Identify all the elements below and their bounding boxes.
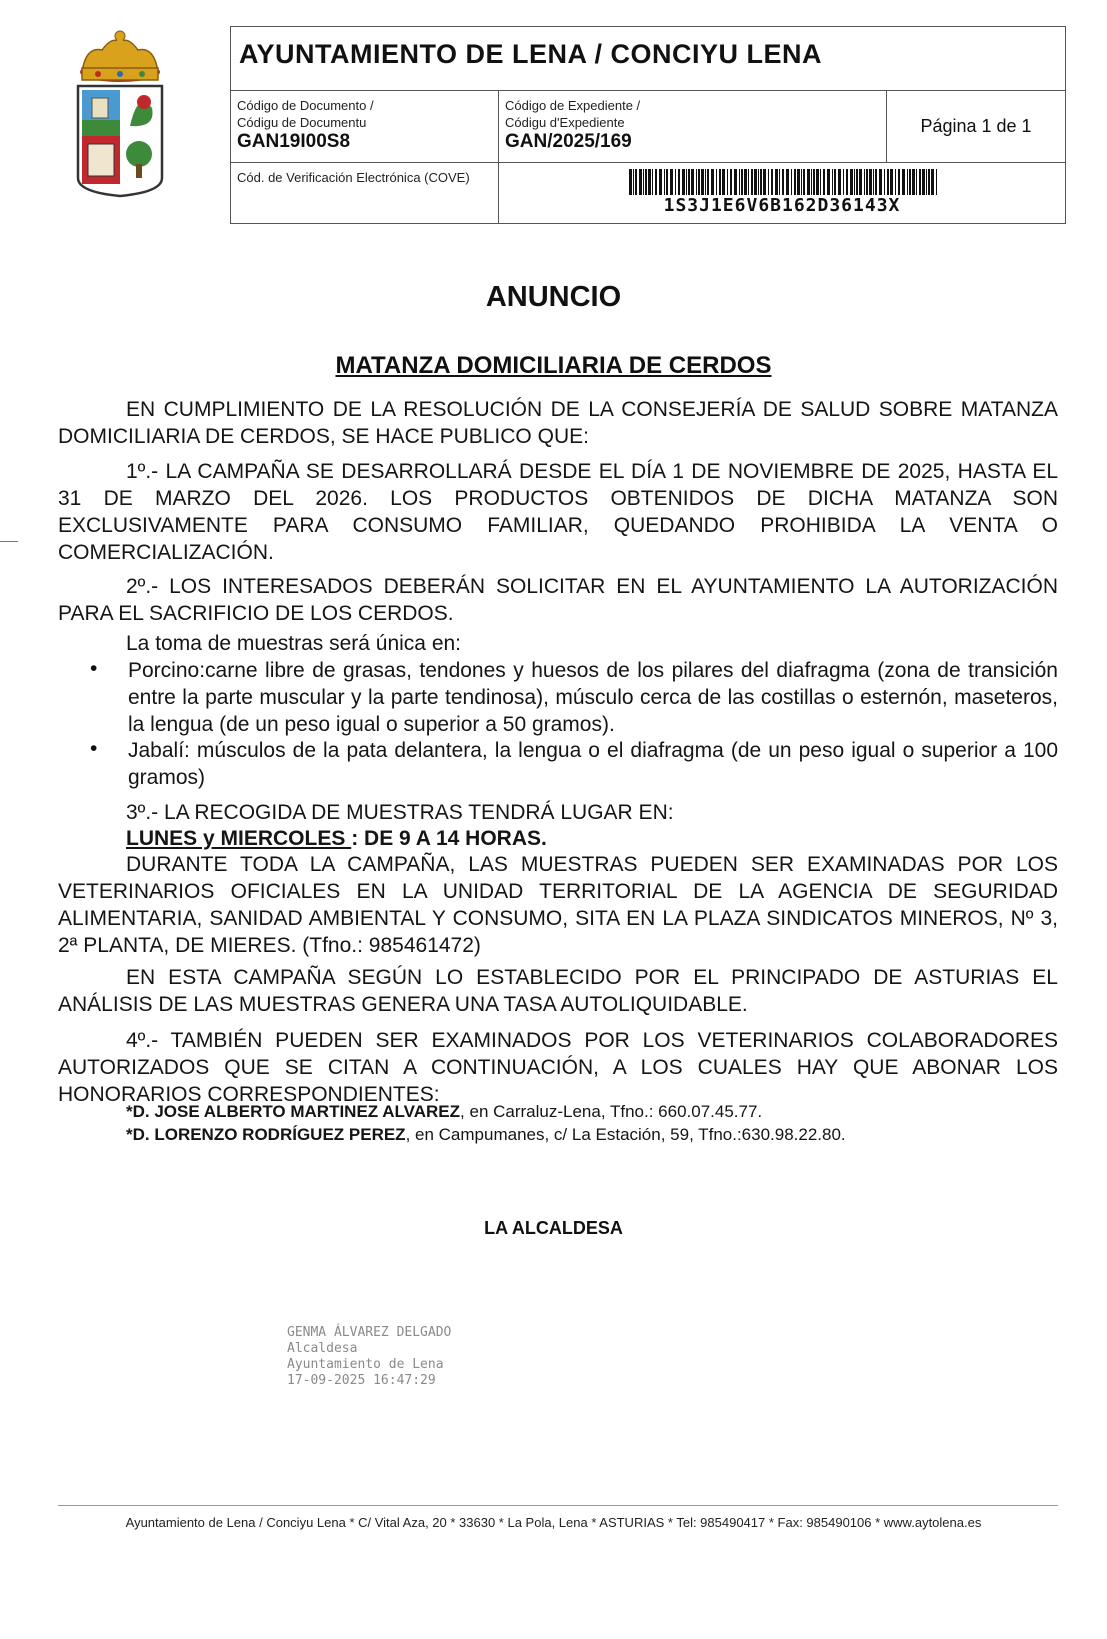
footer-address: Ayuntamiento de Lena / Conciyu Lena * C/ Vital Aza, 20 * 33630 * La Pola, Lena * ASTURIAS * Tel: 985490417 * Fax: 985490106 * www.aytolena.es [125,1515,982,1530]
signature-date: 17-09-2025 16:47:29 [287,1373,436,1388]
schedule-days: LUNES y MIERCOLES [126,827,352,850]
paragraph-3-body: DURANTE TODA LA CAMPAÑA, LAS MUESTRAS PUEDEN SER EXAMINADAS POR LOS VETERINARIOS OFICIALES EN LA UNIDAD TERRITORIAL DE LA AGENCIA DE SEGURIDAD ALIMENTARIA, SANIDAD AMBIENTAL Y CONSUMO, SITA EN LA PLAZA SINDICATOS MINEROS, Nº 3, 2ª PLANTA, DE MIERES. (Tfno.: 985461472) [58,853,1058,957]
paragraph-4: 4º.- TAMBIÉN PUEDEN SER EXAMINADOS POR LOS VETERINARIOS COLABORADORES AUTORIZADOS QUE SE CITAN A CONTINUACIÓN, A LOS CUALES HAY QUE ABONAR LOS HONORARIOS CORRESPONDIENTES: [58,1029,1058,1106]
signature-role: Alcaldesa [287,1341,358,1356]
document-code-label-2: Códigu de Documentu [237,115,367,130]
paragraph-2: 2º.- LOS INTERESADOS DEBERÁN SOLICITAR EN EL AYUNTAMIENTO LA AUTORIZACIÓN PARA EL SACRIFICIO DE LOS CERDOS. [58,575,1058,625]
cove-code: 1S3J1E6V6B162D36143X [663,195,901,216]
bullet-dot: • [90,657,98,680]
expedient-code: GAN/2025/169 [505,131,632,152]
expedient-code-label-1: Código de Expediente / [505,98,641,113]
document-code: GAN19I00S8 [237,131,351,152]
intro-paragraph: EN CUMPLIMIENTO DE LA RESOLUCIÓN DE LA CONSEJERÍA DE SALUD SOBRE MATANZA DOMICILIARIA DE CERDOS, SE HACE PUBLICO QUE: [58,398,1058,448]
margin-mark [0,541,18,542]
vet-entry [126,1101,762,1123]
footer-divider [58,1505,1058,1506]
document-header [230,26,1066,224]
document-code-label-1: Código de Documento / [237,98,374,113]
coat-of-arms-icon [72,28,168,198]
signature-org: Ayuntamiento de Lena [287,1357,444,1372]
bullet-item: Porcino:carne libre de grasas, tendones y huesos de los pilares del diafragma (zona de transición entre la parte muscular y la parte tendinosa), músculo cerca de las costillas o esternón, maseteros, la lengua (de un peso igual o superior a 50 gramos). [128,659,1058,736]
header-title-row [231,27,1065,91]
vet-info: , en Carraluz-Lena, Tfno.: 660.07.45.77. [460,1102,763,1121]
expedient-code-cell [499,91,887,163]
vet-info: , en Campumanes, c/ La Estación, 59, Tfno.:630.98.22.80. [405,1125,846,1144]
bullet-dot: • [90,737,98,760]
barcode-cell [499,163,1065,223]
paragraph-1: 1º.- LA CAMPAÑA SE DESARROLLARÁ DESDE EL DÍA 1 DE NOVIEMBRE DE 2025, HASTA EL 31 DE MARZO DEL 2026. LOS PRODUCTOS OBTENIDOS DE DICHA MATANZA SON EXCLUSIVAMENTE PARA CONSUMO FAMILIAR, QUEDANDO PROHIBIDA LA VENTA O COMERCIALIZACIÓN. [58,460,1058,564]
cove-label-cell [231,163,499,223]
vet-name: *D. JOSE ALBERTO MARTINEZ ALVAREZ [126,1102,461,1121]
schedule-hours: : DE 9 A 14 HORAS. [351,827,547,850]
signatory-title: LA ALCALDESA [484,1218,623,1238]
digital-signature [287,1325,451,1389]
signature-name: GENMA ÁLVAREZ DELGADO [287,1325,452,1340]
tasa-paragraph: EN ESTA CAMPAÑA SEGÚN LO ESTABLECIDO POR EL PRINCIPADO DE ASTURIAS EL ANÁLISIS DE LAS MUESTRAS GENERA UNA TASA AUTOLIQUIDABLE. [58,966,1058,1016]
vet-name: *D. LORENZO RODRÍGUEZ PEREZ [126,1125,406,1144]
vet-entry [126,1124,846,1146]
page-number: Página 1 de 1 [887,91,1065,163]
barcode-icon [629,169,939,195]
page-subtitle: MATANZA DOMICILIARIA DE CERDOS [335,352,772,379]
page-title: ANUNCIO [485,281,622,313]
document-code-cell [231,91,499,163]
expedient-code-label-2: Códigu d'Expediente [505,115,625,130]
samples-intro: La toma de muestras será única en: [126,632,462,655]
cove-label: Cód. de Verificación Electrónica (COVE) [237,170,470,185]
schedule [126,825,1056,852]
paragraph-3: 3º.- LA RECOGIDA DE MUESTRAS TENDRÁ LUGAR EN: [126,801,674,824]
municipality-title: AYUNTAMIENTO DE LENA / CONCIYU LENA [239,39,823,69]
bullet-item: Jabalí: músculos de la pata delantera, la lengua o el diafragma (de un peso igual o superior a 100 gramos) [128,739,1058,789]
